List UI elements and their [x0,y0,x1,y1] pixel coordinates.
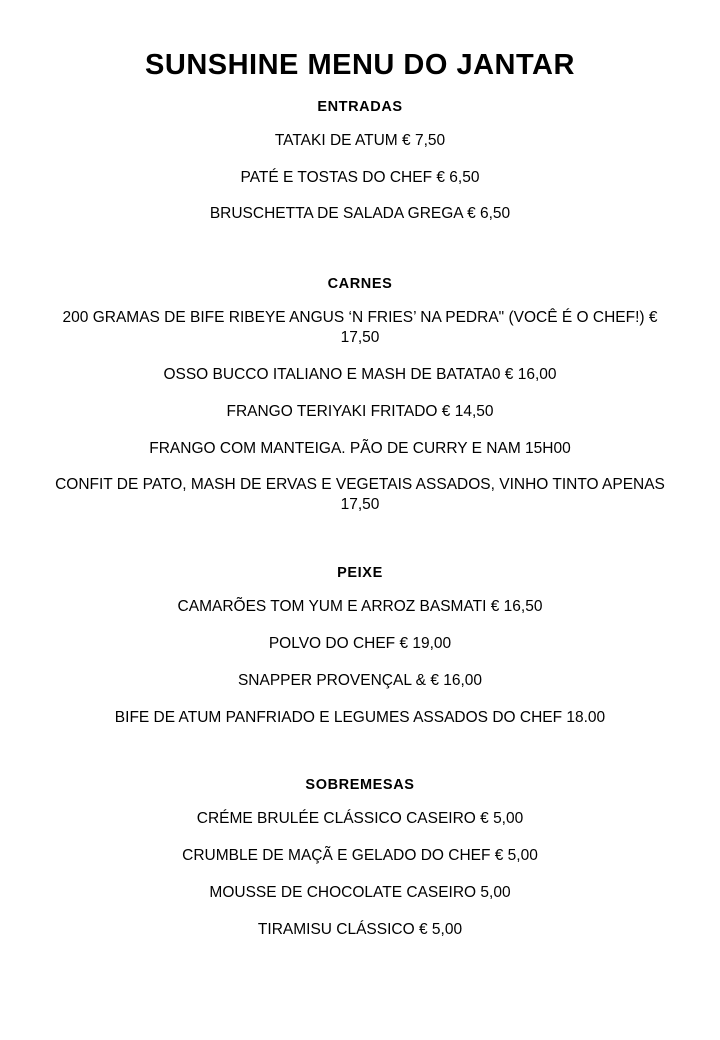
section-heading-entradas: ENTRADAS [317,98,403,115]
spacer [30,458,690,475]
spacer [30,187,690,204]
menu-section-peixe [30,565,690,727]
menu-section-carnes [30,276,690,515]
menu-item: CONFIT DE PATO, MASH DE ERVAS E VEGETAIS ASSADOS, VINHO TINTO APENAS 17,50 [55,476,665,514]
spacer [30,691,690,708]
spacer [30,151,690,168]
spacer [30,793,690,809]
menu-item: POLVO DO CHEF € 19,00 [268,634,452,652]
spacer [30,617,690,634]
spacer [30,903,690,920]
menu-section-entradas [30,99,690,224]
menu-item: 200 GRAMAS DE BIFE RIBEYE ANGUS ‘N FRIES’ NA PEDRA" (VOCÊ É O CHEF!) € 17,50 [62,309,658,347]
menu-item: CAMARÕES TOM YUM E ARROZ BASMATI € 16,50 [177,598,543,616]
spacer [30,422,690,439]
menu-item: PATÉ E TOSTAS DO CHEF € 6,50 [240,168,480,186]
menu-item: BIFE DE ATUM PANFRIADO E LEGUMES ASSADOS DO CHEF 18.00 [114,708,606,726]
menu-section-sobremesas [30,777,690,939]
menu-item: FRANGO COM MANTEIGA. PÃO DE CURRY E NAM 15H00 [149,439,571,457]
menu-item: CRUMBLE DE MAÇÃ E GELADO DO CHEF € 5,00 [182,847,538,865]
spacer [30,83,690,99]
spacer [30,581,690,597]
spacer [30,727,690,777]
spacer [30,348,690,365]
section-heading-carnes: CARNES [327,276,393,293]
page-title: SUNSHINE MENU DO JANTAR [145,49,575,81]
section-heading-sobremesas: SOBREMESAS [305,777,415,794]
spacer [30,515,690,565]
spacer [30,866,690,883]
spacer [30,224,690,276]
spacer [30,115,690,131]
spacer [30,292,690,308]
section-heading-peixe: PEIXE [337,565,383,582]
spacer [30,829,690,846]
menu-item: OSSO BUCCO ITALIANO E MASH DE BATATA0 € 16,00 [163,365,557,383]
spacer [30,385,690,402]
menu-item: TIRAMISU CLÁSSICO € 5,00 [257,920,463,938]
menu-item: CRÉME BRULÉE CLÁSSICO CASEIRO € 5,00 [196,810,524,828]
menu-item: SNAPPER PROVENÇAL & € 16,00 [237,671,483,689]
spacer [30,654,690,671]
menu-item: FRANGO TERIYAKI FRITADO € 14,50 [226,402,494,420]
menu-item: TATAKI DE ATUM € 7,50 [274,131,446,149]
menu-item: MOUSSE DE CHOCOLATE CASEIRO 5,00 [209,884,511,902]
menu-item: BRUSCHETTA DE SALADA GREGA € 6,50 [209,205,511,223]
